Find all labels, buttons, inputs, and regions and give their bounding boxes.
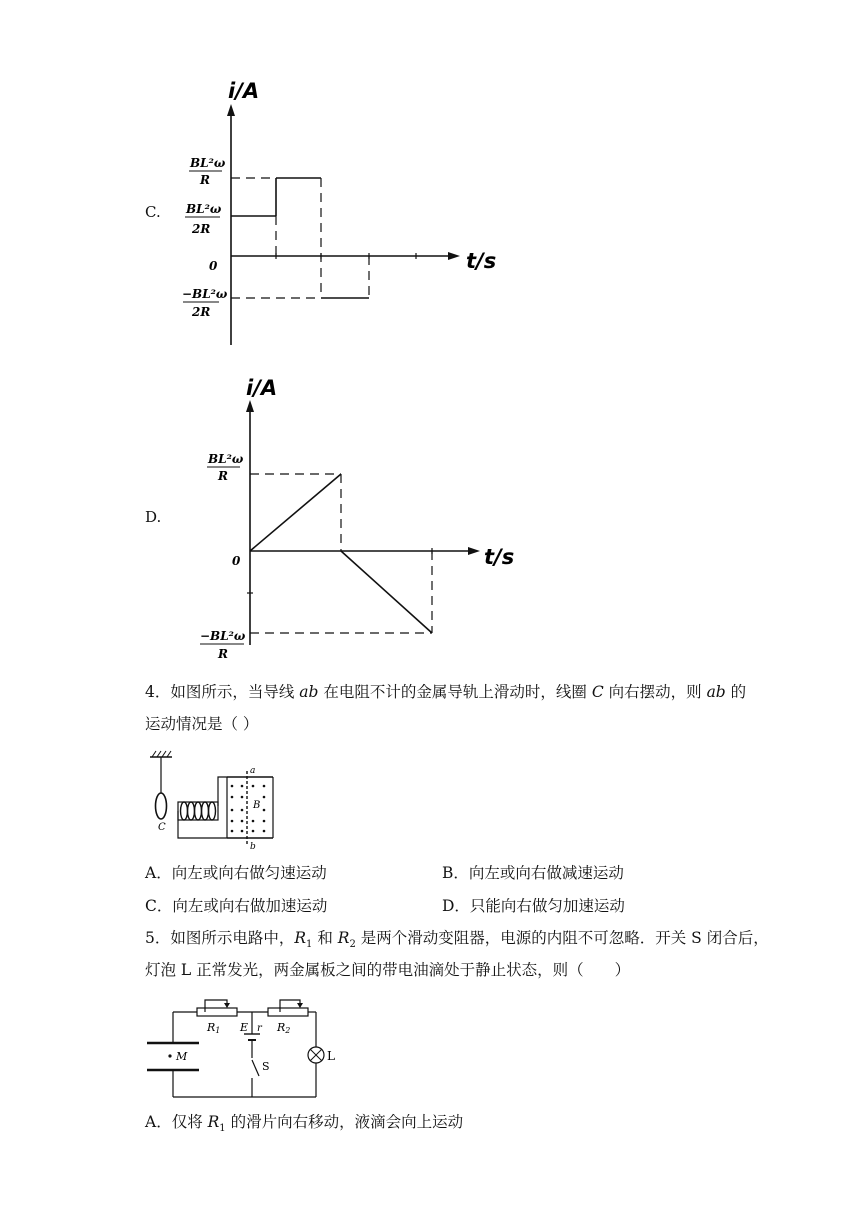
d-tick-neg-den: R: [218, 647, 228, 661]
c-tick-neg-den: 2R: [192, 305, 211, 319]
d-tick-top-den: R: [218, 469, 228, 483]
svg-text:L: L: [327, 1049, 335, 1063]
d-tick-top-num: BL²ω: [208, 452, 244, 466]
q4-stem-line1: 4．如图所示，当导线 ab 在电阻不计的金属导轨上滑动时，线圈 C 向右摆动，则 ab 的: [145, 683, 747, 701]
option-c-label: C.: [145, 203, 161, 221]
c-tick-top-den: R: [200, 173, 210, 187]
q4-option-d[interactable]: D．只能向右做匀加速运动: [442, 897, 625, 915]
svg-text:r: r: [257, 1023, 262, 1034]
d-y-axis-label: i/A: [246, 376, 278, 400]
svg-text:M: M: [176, 1050, 188, 1063]
q4-option-a[interactable]: A．向左或向右做匀速运动: [145, 864, 327, 882]
switch-s: [252, 1060, 259, 1076]
r1-resistor: [197, 1008, 237, 1016]
c-tick-neg-num: −BL²ω: [182, 287, 228, 301]
q5-stem-line1: 5．如图所示电路中，$R_1$ 和 $R_2$ 是两个滑动变阻器，电源的内阻不可忽略．开关 S 闭合后，: [145, 929, 769, 951]
svg-text:a: a: [250, 766, 256, 776]
svg-text:E: E: [240, 1021, 249, 1034]
svg-text:b: b: [250, 842, 256, 852]
d-origin-label: 0: [232, 554, 241, 568]
oil-drop: [168, 1054, 171, 1057]
c-tick-mid-den: 2R: [192, 222, 211, 236]
q4-option-b[interactable]: B．向左或向右做减速运动: [442, 864, 624, 882]
q4-stem-line2: 运动情况是（ ）: [145, 715, 259, 733]
svg-text:S: S: [262, 1060, 270, 1073]
r2-resistor: [268, 1008, 308, 1016]
field-b-label: B: [253, 800, 261, 811]
c-x-axis-label: t/s: [466, 249, 497, 273]
q5-option-a[interactable]: A．仅将 $R_1$ 的滑片向右移动，液滴会向上运动: [145, 1113, 464, 1135]
d-x-axis-label: t/s: [484, 545, 515, 569]
d-tick-neg-num: −BL²ω: [200, 629, 246, 643]
coil-c-label: C: [158, 822, 166, 833]
option-d-label: D.: [145, 508, 162, 526]
svg-text:R2: R2: [277, 1021, 291, 1035]
c-origin-label: 0: [209, 259, 218, 273]
c-tick-top-num: BL²ω: [190, 156, 226, 170]
q4-option-c[interactable]: C．向左或向右做加速运动: [145, 897, 328, 915]
c-y-axis-label: i/A: [228, 79, 260, 103]
svg-text:R1: R1: [207, 1021, 221, 1035]
q5-stem-line2: 灯泡 L 正常发光，两金属板之间的带电油滴处于静止状态，则（ ）: [145, 961, 631, 979]
c-tick-mid-num: BL²ω: [186, 202, 222, 216]
